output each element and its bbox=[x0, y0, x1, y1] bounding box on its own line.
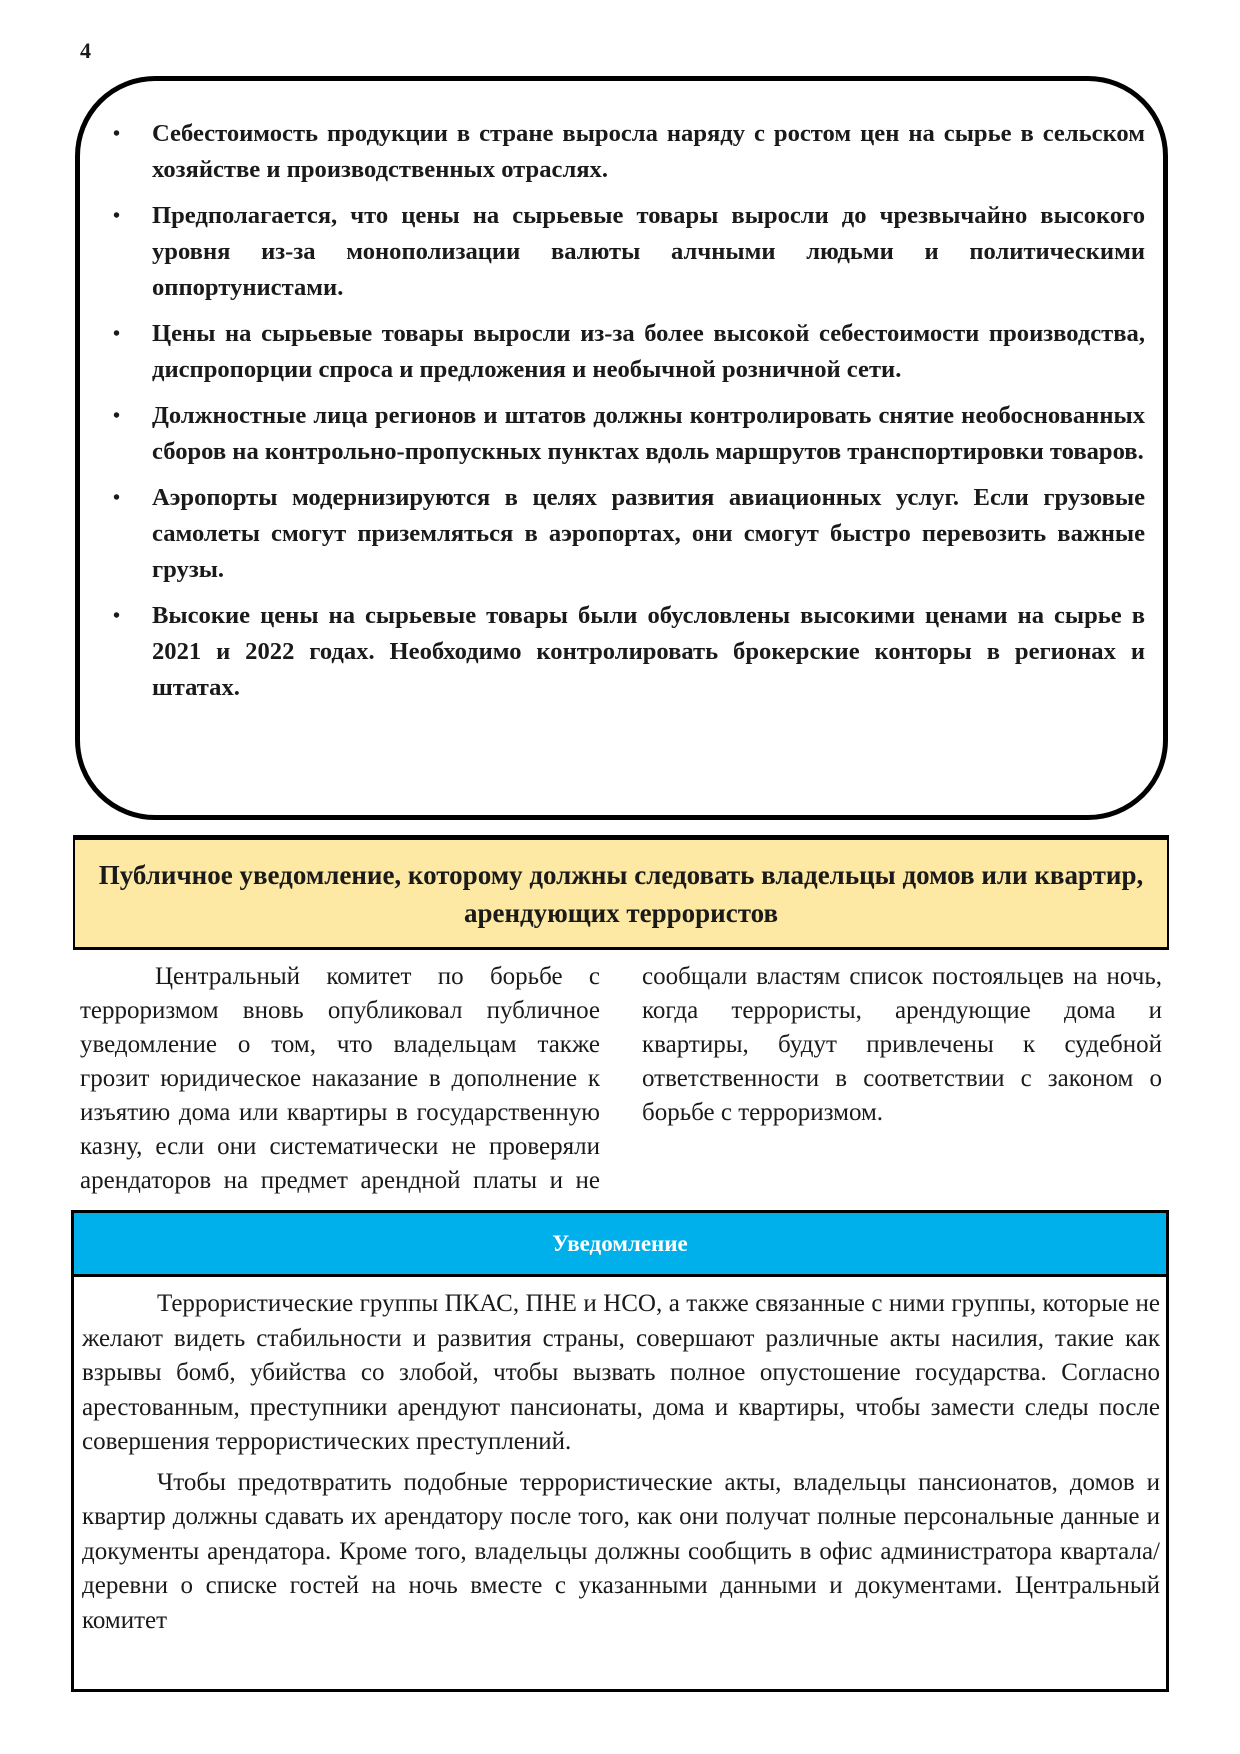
key-point-text: Себестоимость продукции в стране выросла наряду с ростом цен на сырье в сельском хозяйстве и производственных отраслях. bbox=[152, 120, 1145, 183]
key-point-item bbox=[75, 316, 1145, 388]
bullet-icon: • bbox=[113, 405, 121, 427]
key-point-text: Предполагается, что цены на сырьевые товары выросли до чрезвычайно высокого уровня из-за монополизации валюты алчными людьми и политическими оппортунистами. bbox=[152, 202, 1145, 301]
key-point-item bbox=[75, 198, 1145, 306]
page-number: 4 bbox=[80, 38, 91, 63]
notice-body bbox=[74, 1277, 1166, 1638]
key-point-text: Высокие цены на сырьевые товары были обусловлены высокими ценами на сырье в 2021 и 2022 годах. Необходимо контролировать брокерские конторы в регионах и штатах. bbox=[152, 602, 1145, 701]
bullet-icon: • bbox=[113, 205, 121, 227]
key-point-item bbox=[75, 480, 1145, 588]
key-point-item bbox=[75, 398, 1145, 470]
key-point-text: Цены на сырьевые товары выросли из-за более высокой себестоимости производства, диспропорции спроса и предложения и необычной розничной сети. bbox=[152, 320, 1145, 383]
notice-box bbox=[71, 1210, 1169, 1692]
bullet-icon: • bbox=[113, 123, 121, 145]
public-notice-paragraph: Центральный комитет по борьбе с терроризмом вновь опубликовал публичное уведомление о том, что владельцам также грозит юридическое наказание в дополнение к изъятию дома или квартиры в государственную казну, если они систематически не проверяли арендаторов на предмет арендной платы и не сообщали властям список постояльцев на ночь, когда террористы, арендующие дома и квартиры, будут привлечены к судебной ответственности в соответствии с законом о борьбе с терроризмом. bbox=[80, 963, 1162, 1194]
notice-paragraph: Террористические группы ПКАС, ПНЕ и НСО, а также связанные с ними группы, которые не желают видеть стабильности и развития страны, совершают различные акты насилия, такие как взрывы бомб, убийства со злобой, чтобы вызвать полное опустошение государства. Согласно арестованным, преступники арендуют пансионаты, дома и квартиры, чтобы замести следы после совершения террористических преступлений. bbox=[82, 1290, 1160, 1455]
key-points-list bbox=[75, 116, 1145, 716]
public-notice-title: Публичное уведомление, которому должны следовать владельцы домов или квартир, арендующих террористов bbox=[73, 835, 1169, 950]
bullet-icon: • bbox=[113, 605, 121, 627]
key-point-item bbox=[75, 116, 1145, 188]
notice-header: Уведомление bbox=[74, 1213, 1166, 1277]
bullet-icon: • bbox=[113, 487, 121, 509]
notice-paragraph: Чтобы предотвратить подобные террористические акты, владельцы пансионатов, домов и квартир должны сдавать их арендатору после того, как они получат полные персональные данные и документы арендатора. Кроме того, владельцы должны сообщить в офис администратора квартала/деревни о списке гостей на ночь вместе с указанными данными и документами. Центральный комитет bbox=[82, 1468, 1160, 1634]
bullet-icon: • bbox=[113, 323, 121, 345]
public-notice-body bbox=[80, 960, 1162, 1205]
key-point-text: Аэропорты модернизируются в целях развития авиационных услуг. Если грузовые самолеты смогут приземляться в аэропортах, они смогут быстро перевозить важные грузы. bbox=[152, 484, 1145, 583]
key-point-item bbox=[75, 598, 1145, 706]
key-point-text: Должностные лица регионов и штатов должны контролировать снятие необоснованных сборов на контрольно-пропускных пунктах вдоль маршрутов транспортировки товаров. bbox=[152, 402, 1145, 465]
